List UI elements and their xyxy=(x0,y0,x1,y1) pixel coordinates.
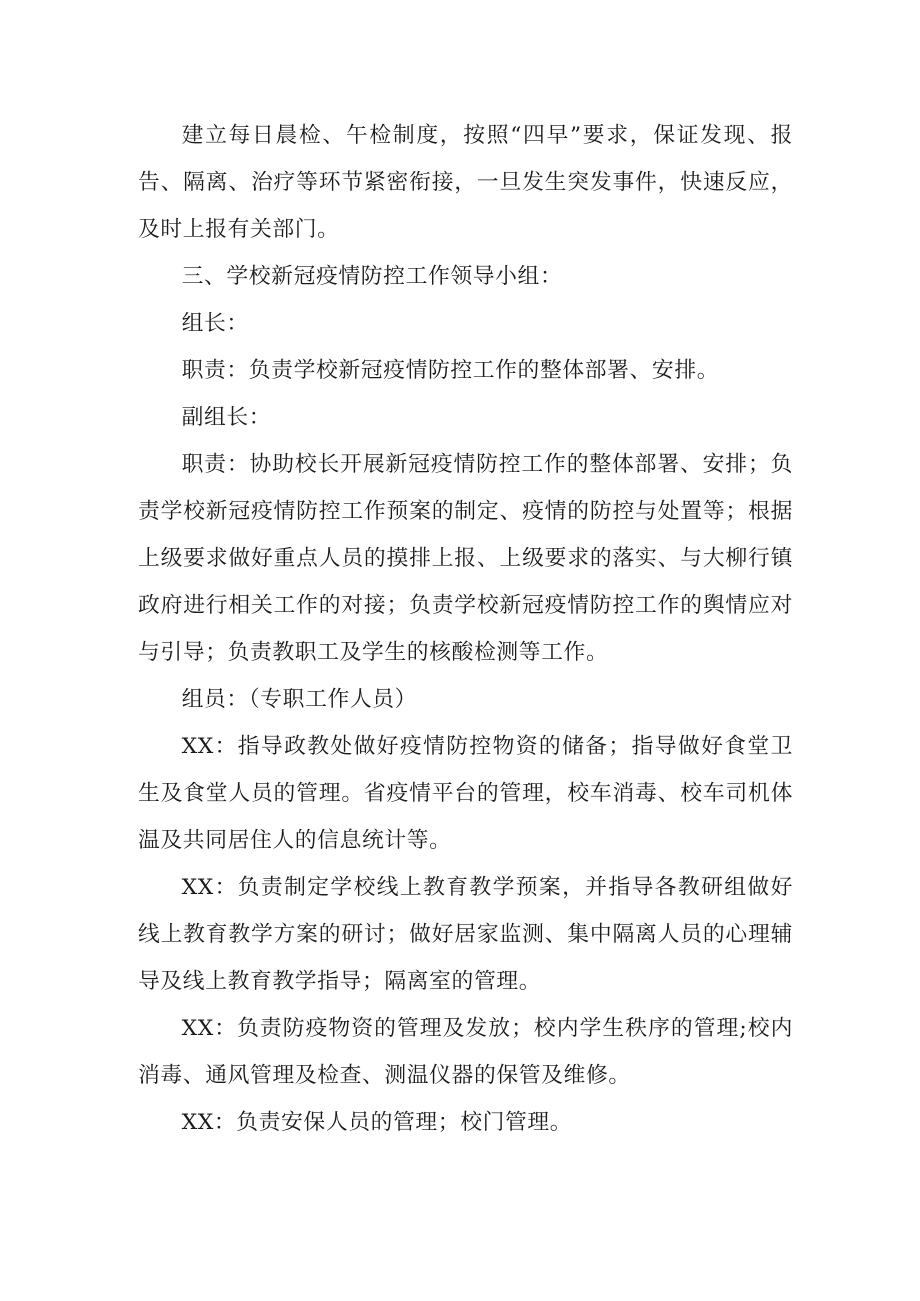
group-leader-duties: 职责：负责学校新冠疫情防控工作的整体部署、安排。 xyxy=(181,358,720,383)
member-duties-3: XX：负责防疫物资的管理及发放；校内学生秩序的管理;校内消毒、通风管理及检查、测温仪器的保管及维修。 xyxy=(138,1016,793,1088)
section-heading-leading-group: 三、学校新冠疫情防控工作领导小组： xyxy=(181,264,563,289)
paragraph-daily-checks: 建立每日晨检、午检制度，按照“四早”要求，保证发现、报告、隔离、治疗等环节紧密衔接，一旦发生突发事件，快速反应，及时上报有关部门。 xyxy=(138,123,793,242)
document-body xyxy=(138,112,793,1146)
deputy-leader-label: 副组长： xyxy=(181,405,272,430)
members-label: 组员：（专职工作人员） xyxy=(181,687,418,712)
member-duties-4: XX：负责安保人员的管理；校门管理。 xyxy=(181,1110,573,1135)
member-duties-2: XX：负责制定学校线上教育教学预案，并指导各教研组做好线上教育教学方案的研讨；做好居家监测、集中隔离人员的心理辅导及线上教育教学指导；隔离室的管理。 xyxy=(138,875,793,994)
deputy-leader-duties: 职责：协助校长开展新冠疫情防控工作的整体部署、安排；负责学校新冠疫情防控工作预案的制定、疫情的防控与处置等；根据上级要求做好重点人员的摸排上报、上级要求的落实、与大柳行镇政府进行相关工作的对接；负责学校新冠疫情防控工作的舆情应对与引导；负责教职工及学生的核酸检测等工作。 xyxy=(138,452,793,665)
member-duties-1: XX：指导政教处做好疫情防控物资的储备；指导做好食堂卫生及食堂人员的管理。省疫情平台的管理，校车消毒、校车司机体温及共同居住人的信息统计等。 xyxy=(138,734,793,853)
group-leader-label: 组长： xyxy=(181,311,249,336)
